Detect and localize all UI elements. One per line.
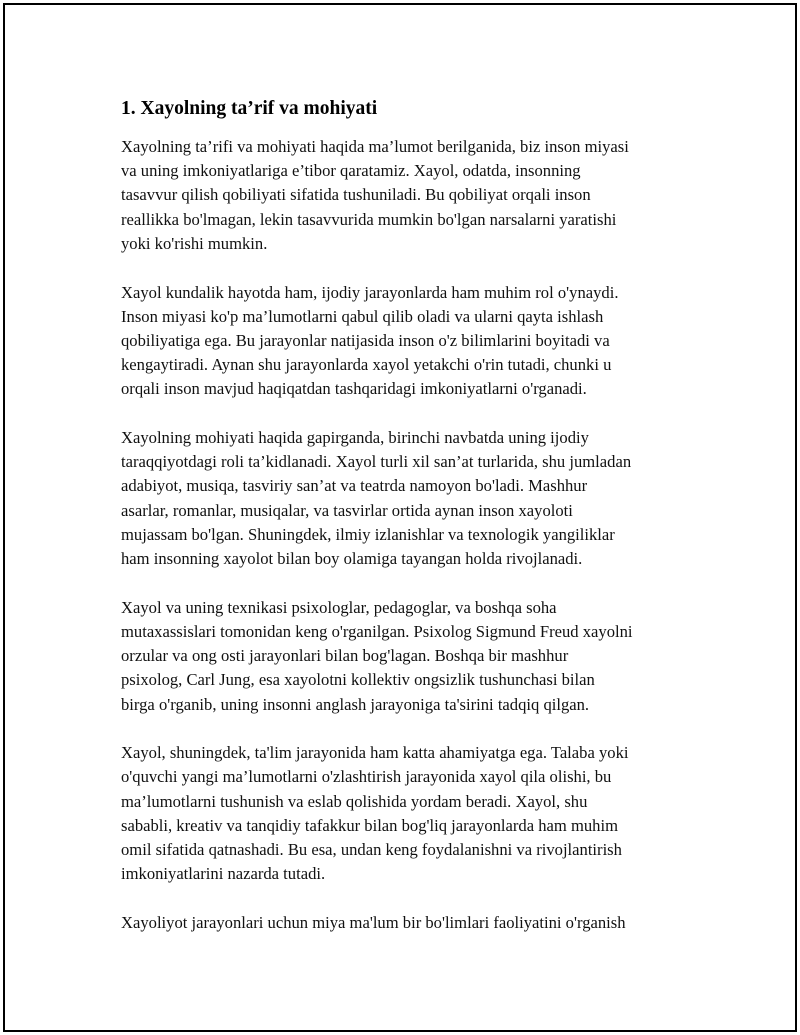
- paragraph-line: ham insonning xayolot bilan boy olamiga tayangan holda rivojlanadi.: [121, 549, 583, 569]
- paragraph-line: taraqqiyotdagi roli ta’kidlanadi. Xayol turli xil san’at turlarida, shu jumladan: [121, 452, 632, 472]
- paragraph-line: omil sifatida qatnashadi. Bu esa, undan keng foydalanishni va rivojlantirish: [121, 840, 622, 860]
- paragraph-line: mujassam bo'lgan. Shuningdek, ilmiy izlanishlar va texnologik yangiliklar: [121, 524, 615, 544]
- document-page: [3, 3, 797, 1032]
- paragraph-line: Xayoliyot jarayonlari uchun miya ma'lum bir bo'limlari faoliyatini o'rganish: [121, 912, 626, 932]
- paragraph-line: imkoniyatlarini nazarda tutadi.: [121, 864, 326, 884]
- paragraph: [121, 135, 696, 256]
- paragraph: [121, 281, 696, 402]
- paragraph-line: psixolog, Carl Jung, esa xayolotni kollektiv ongsizlik tushunchasi bilan: [121, 670, 595, 690]
- paragraph-line: tasavvur qilish qobiliyati sifatida tushuniladi. Bu qobiliyat orqali inson: [121, 185, 591, 205]
- paragraph-line: sababli, kreativ va tanqidiy tafakkur bilan bog'liq jarayonlarda ham muhim: [121, 815, 618, 835]
- paragraph-line: Xayolning ta’rifi va mohiyati haqida ma’lumot berilganida, biz inson miyasi: [121, 137, 629, 156]
- paragraph: [121, 911, 696, 935]
- paragraph-line: birga o'rganib, uning insonni anglash jarayoniga ta'sirini tadqiq qilgan.: [121, 694, 590, 714]
- paragraph: [121, 741, 696, 886]
- paragraph-line: orzular va ong osti jarayonlari bilan bog'lagan. Boshqa bir mashhur: [121, 646, 569, 666]
- paragraph-line: Inson miyasi ko'p ma’lumotlarni qabul qilib oladi va ularni qayta ishlash: [121, 306, 604, 326]
- paragraph: [121, 426, 696, 571]
- paragraph-line: Xayol kundalik hayotda ham, ijodiy jarayonlarda ham muhim rol o'ynaydi.: [121, 282, 619, 302]
- paragraph-line: asarlar, romanlar, musiqalar, va tasvirlar ortida aynan inson xayoloti: [121, 500, 573, 520]
- paragraph-line: Xayolning mohiyati haqida gapirganda, birinchi navbatda uning ijodiy: [121, 428, 589, 448]
- paragraph-line: kengaytiradi. Aynan shu jarayonlarda xayol yetakchi o'rin tutadi, chunki u: [121, 355, 612, 375]
- paragraph-line: Xayol va uning texnikasi psixologlar, pedagoglar, va boshqa soha: [121, 597, 557, 617]
- document-content: [121, 97, 696, 960]
- paragraph-line: adabiyot, musiqa, tasviriy san’at va teatrda namoyon bo'ladi. Mashhur: [121, 476, 588, 496]
- section-heading: 1. Xayolning ta’rif va mohiyati: [121, 98, 378, 119]
- paragraph-line: reallikka bo'lmagan, lekin tasavvurida mumkin bo'lgan narsalarni yaratishi: [121, 209, 617, 229]
- paragraph-line: Xayol, shuningdek, ta'lim jarayonida ham katta ahamiyatga ega. Talaba yoki: [121, 743, 629, 763]
- paragraph: [121, 596, 696, 717]
- paragraph-line: yoki ko'rishi mumkin.: [121, 233, 268, 253]
- paragraph-line: mutaxassislari tomonidan keng o'rganilgan. Psixolog Sigmund Freud xayolni: [121, 621, 633, 641]
- paragraph-line: orqali inson mavjud haqiqatdan tashqaridagi imkoniyatlarni o'rganadi.: [121, 379, 587, 399]
- paragraph-line: o'quvchi yangi ma’lumotlarni o'zlashtirish jarayonida xayol qila olishi, bu: [121, 767, 612, 787]
- paragraph-line: qobiliyatiga ega. Bu jarayonlar natijasida inson o'z bilimlarini boyitadi va: [121, 330, 610, 350]
- paragraph-list: [121, 135, 696, 935]
- paragraph-line: va uning imkoniyatlariga e’tibor qaratamiz. Xayol, odatda, insonning: [121, 161, 581, 181]
- paragraph-line: ma’lumotlarni tushunish va eslab qolishida yordam beradi. Xayol, shu: [121, 791, 588, 811]
